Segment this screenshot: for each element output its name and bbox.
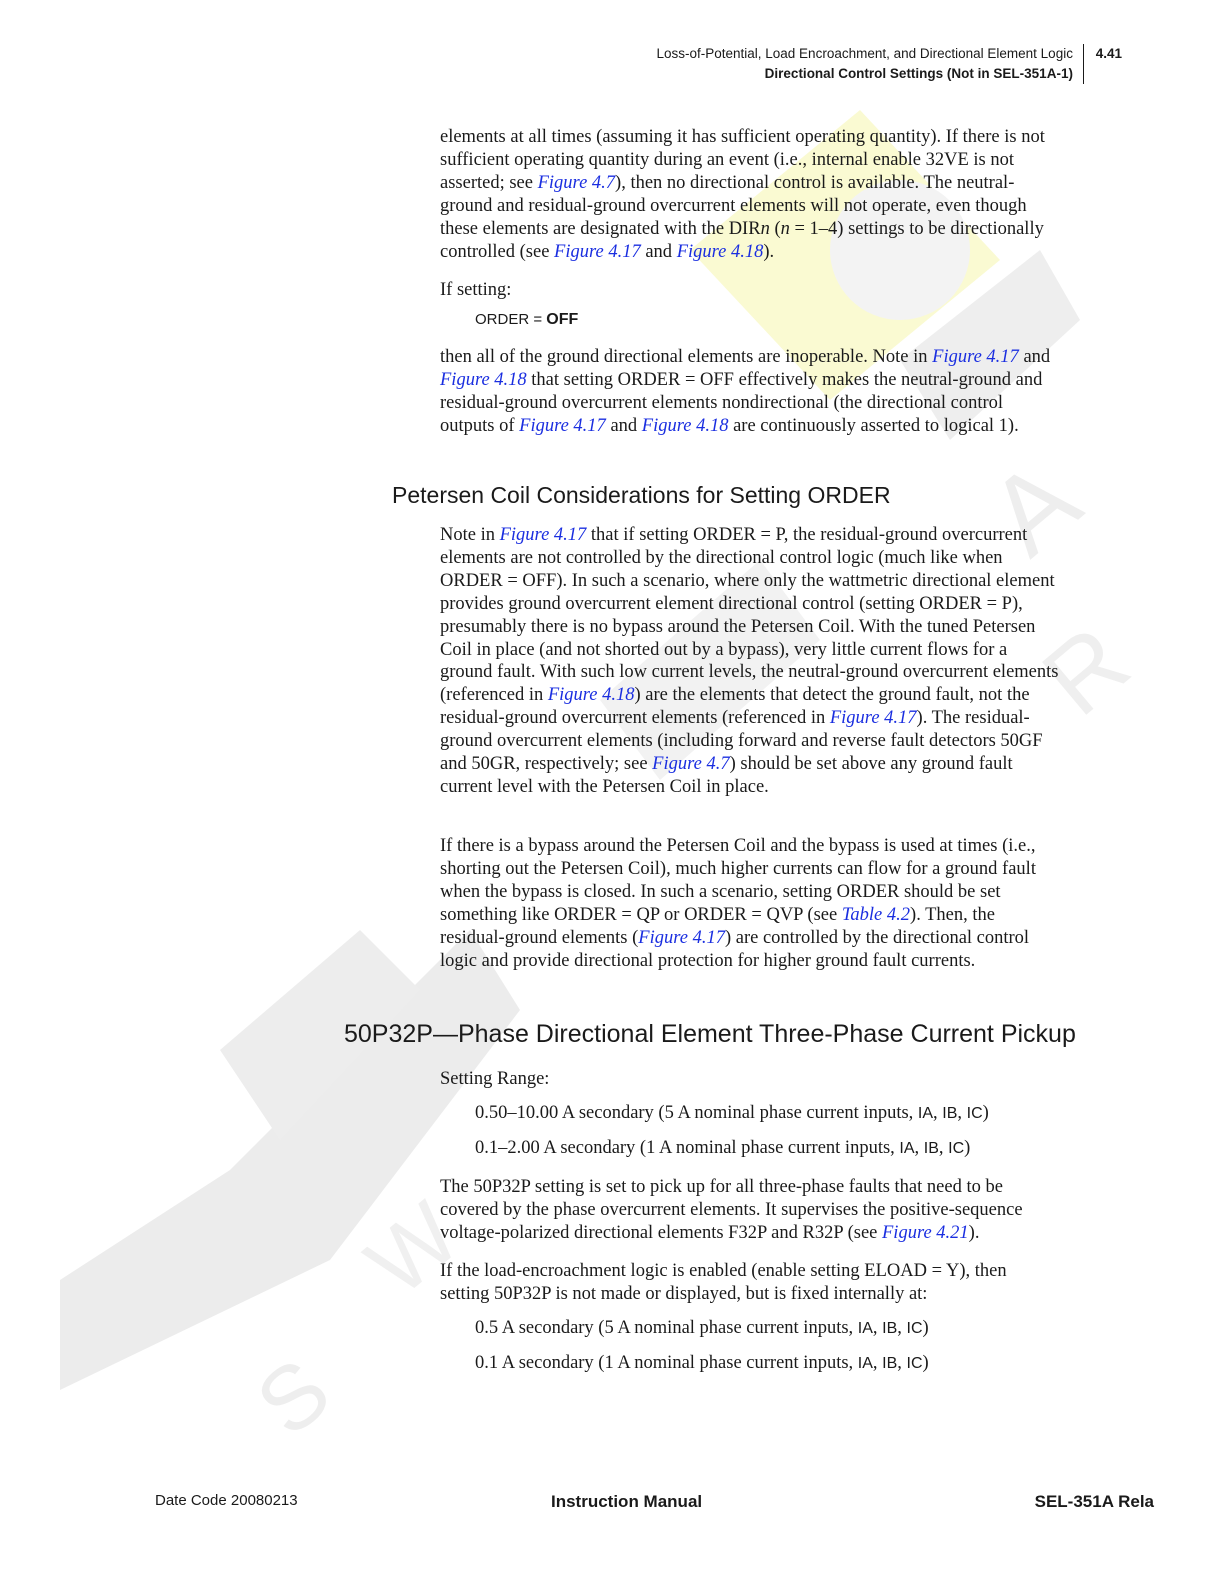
watermark-letter-r: R [1022, 604, 1150, 737]
page-header [656, 44, 1122, 84]
text-run: ). [763, 241, 775, 262]
fixed-line [440, 1352, 1095, 1376]
section-title: Directional Control Settings (Not in SEL-351A-1) [764, 66, 1073, 81]
section-heading-50p32p: 50P32P—Phase Directional Element Three-Phase Current Pickup [344, 1020, 1076, 1048]
text-run: The 50P32P setting is set to pick up for all three-phase faults that need to be covered by the phase overcurrent elements. It supervises the positive-sequence voltage-polarized directional elements F32P and R32P (see [440, 1177, 1023, 1243]
separator: , [872, 1353, 883, 1373]
text-run: ( [769, 218, 781, 239]
figure-link[interactable]: Figure 4.17 [499, 525, 587, 545]
page-number: 4.41 [1095, 46, 1122, 61]
body-paragraph-3 [440, 524, 1060, 799]
text-run: 0.1 A secondary (1 A nominal phase current inputs, [475, 1353, 858, 1373]
text-run: then all of the ground directional elements are inoperable. Note in [440, 347, 933, 367]
if-setting-label: If setting: [440, 280, 512, 300]
input-ia: IA [857, 1320, 873, 1337]
input-ia: IA [917, 1105, 934, 1122]
text-run: 0.1–2.00 A secondary (1 A nominal phase current inputs, [475, 1138, 900, 1158]
order-value: OFF [546, 311, 579, 328]
fixed-line [440, 1317, 1095, 1341]
text-run: 0.50–10.00 A secondary (5 A nominal phase current inputs, [475, 1103, 918, 1123]
text-run: = 1–4) settings to be directionally controlled (see [440, 218, 1044, 262]
figure-link[interactable]: Figure 4.17 [519, 415, 606, 436]
text-run: and [1018, 347, 1051, 367]
figure-link[interactable]: Figure 4.17 [638, 927, 725, 948]
range-line [440, 1102, 1095, 1126]
input-ib: IB [882, 1320, 898, 1337]
separator: , [938, 1138, 949, 1158]
watermark-letter-s: S [238, 1340, 349, 1456]
separator: ) [922, 1353, 929, 1373]
figure-link[interactable]: Figure 4.18 [440, 369, 527, 390]
input-ic: IC [906, 1355, 923, 1372]
text-run: are continuously asserted to logical 1). [728, 415, 1019, 436]
text-run: and [640, 241, 677, 262]
input-ib: IB [942, 1105, 958, 1122]
input-ia: IA [857, 1355, 873, 1372]
text-run: that if setting ORDER = P, the residual-ground overcurrent elements are not controlled by the directional control logic (much like when ORDER = OFF). In such a scenario, where only the wattmetric directional element provides ground overcurrent element directional control (setting ORDER = P), presumably there is no bypass around the Petersen Coil. With the tuned Petersen Coil in place (and not shorted out by a bypass), very little current flows for a ground fault. With such low current levels, the neutral-ground overcurrent elements (referenced in [440, 525, 1059, 706]
text-run: ). Then, the residual-ground elements ( [440, 904, 995, 948]
text-run: Note in [440, 525, 500, 545]
input-ib: IB [882, 1355, 898, 1372]
figure-link[interactable]: Figure 4.7 [537, 172, 616, 193]
body-paragraph-6: If the load-encroachment logic is enabled (enable setting ELOAD = Y), then setting 50P32P is not made or displayed, but is fixed internally at: [440, 1261, 1007, 1304]
input-ia: IA [899, 1140, 915, 1157]
input-ic: IC [948, 1140, 965, 1157]
input-ic: IC [966, 1105, 983, 1122]
watermark-letter-a: A [966, 436, 1102, 579]
text-run: that setting ORDER = OFF effectively makes the neutral-ground and residual-ground overcurrent elements nondirectional (the directional control outputs of [440, 369, 1043, 436]
body-paragraph-1 [440, 126, 1060, 263]
figure-link[interactable]: Figure 4.17 [932, 347, 1019, 367]
separator: , [914, 1138, 924, 1158]
order-setting-line [440, 309, 1095, 332]
body-paragraph-2 [440, 346, 1060, 438]
figure-link[interactable]: Figure 4.18 [547, 685, 635, 706]
variable-n: n [760, 218, 770, 239]
figure-link[interactable]: Figure 4.18 [641, 415, 729, 436]
separator: ) [922, 1318, 929, 1338]
figure-link[interactable]: Figure 4.17 [554, 241, 641, 262]
section-heading-petersen: Petersen Coil Considerations for Setting ORDER [392, 482, 891, 508]
figure-link[interactable]: Figure 4.17 [829, 708, 917, 729]
variable-n: n [780, 218, 790, 239]
separator: , [872, 1318, 883, 1338]
input-ic: IC [906, 1320, 923, 1337]
text-run: ) are controlled by the directional control logic and provide directional protection for higher ground fault currents. [440, 927, 1030, 971]
text-run: If there is a bypass around the Petersen Coil and the bypass is used at times (i.e., shorting out the Petersen Coil), much higher currents can flow for a ground fault when the bypass is closed. In such a scenario, setting ORDER should be set something like ORDER = QP or ORDER = QVP (see [440, 836, 1036, 925]
table-link[interactable]: Table 4.2 [841, 904, 911, 925]
footer-date-code: Date Code 20080213 [155, 1492, 298, 1509]
text-run: ) are the elements that detect the ground fault, not the residual-ground overcurrent elements (referenced in [440, 685, 1030, 729]
footer-product: SEL-351A Rela [1034, 1492, 1154, 1511]
figure-link[interactable]: Figure 4.18 [676, 241, 764, 262]
order-label: ORDER = [475, 311, 547, 328]
body-paragraph-4 [440, 835, 1060, 972]
text-run: elements at all times (assuming it has sufficient operating quantity). If there is not sufficient operating quantity during an event (i.e., internal enable 32VE is not asserted; see [440, 127, 1045, 193]
separator: , [957, 1103, 967, 1123]
figure-link[interactable]: Figure 4.7 [652, 754, 730, 775]
chapter-title: Loss-of-Potential, Load Encroachment, and Directional Element Logic [656, 46, 1073, 61]
separator: ) [964, 1138, 971, 1158]
text-run: ). [968, 1222, 980, 1243]
text-run: ), then no directional control is available. The neutral-ground and residual-ground overcurrent elements will not operate, even though these elements are designated with the DIR [440, 172, 1027, 239]
input-ib: IB [923, 1140, 939, 1157]
range-line [440, 1137, 1095, 1161]
separator: , [897, 1353, 907, 1373]
text-run: ). The residual-ground overcurrent elements (including forward and reverse fault detectors 50GF and 50GR, respectively; see [440, 708, 1043, 775]
separator: ) [982, 1103, 989, 1123]
figure-link[interactable]: Figure 4.21 [882, 1222, 969, 1243]
text-run: ) should be set above any ground fault current level with the Petersen Coil in place. [440, 754, 1013, 797]
separator: , [897, 1318, 907, 1338]
text-run: 0.5 A secondary (5 A nominal phase current inputs, [475, 1318, 858, 1338]
body-paragraph-5 [440, 1176, 1060, 1245]
watermark-letter-w: W [348, 1184, 478, 1316]
header-titles [656, 44, 1083, 84]
text-run: and [605, 415, 642, 436]
footer-manual: Instruction Manual [551, 1492, 703, 1511]
separator: , [933, 1103, 943, 1123]
setting-range-label: Setting Range: [440, 1069, 550, 1089]
